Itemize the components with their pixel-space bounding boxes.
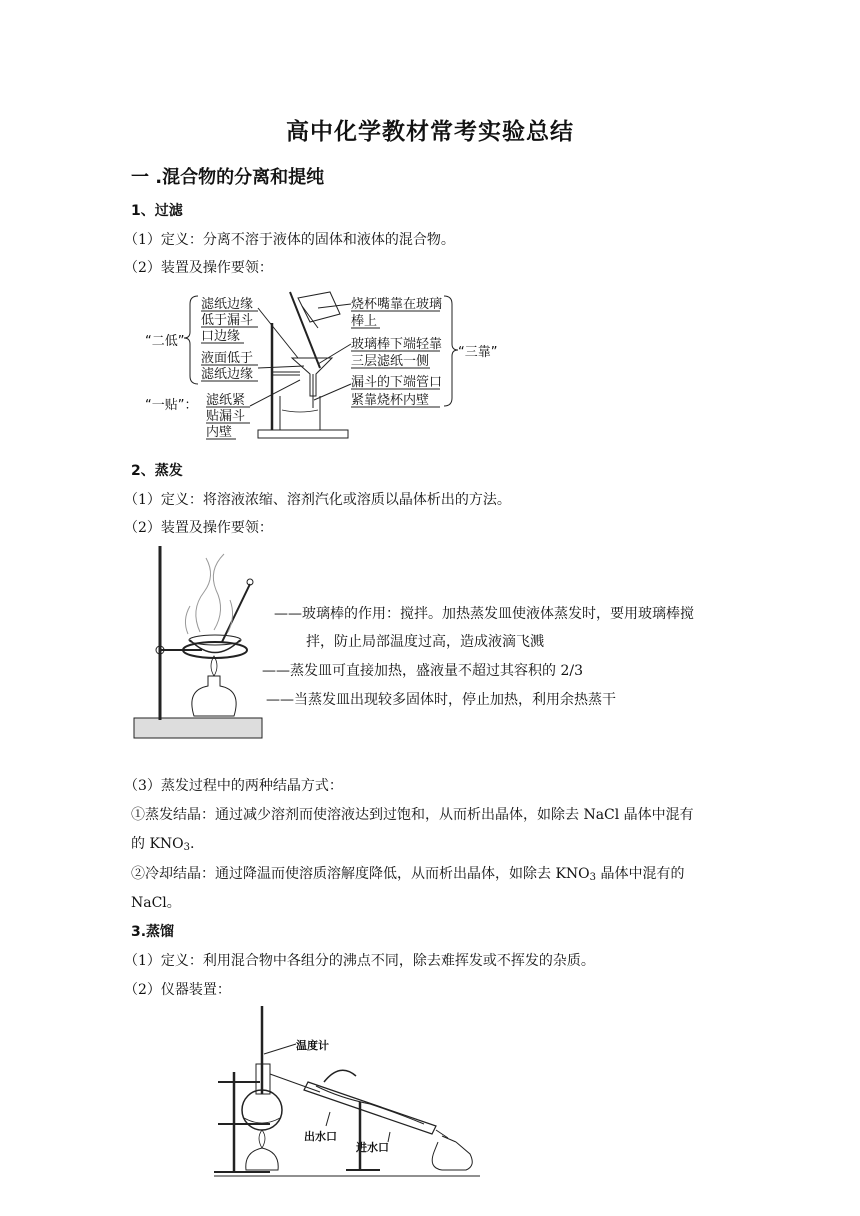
filtration-definition: （1）定义：分离不溶于液体的固体和液体的混合物。: [124, 232, 455, 248]
evaporation-apparatus-label: （2）装置及操作要领：: [124, 520, 273, 536]
right-label-1b: 棒上: [351, 314, 378, 329]
crystallization-heading: （3）蒸发过程中的两种结晶方式：: [124, 778, 343, 794]
left-label-3c: 内壁: [206, 425, 233, 440]
right-label-3a: 漏斗的下端管口: [351, 375, 443, 390]
right-label-2b: 三层滤纸一侧: [351, 354, 430, 369]
evaporation-note-rod-line1: ——玻璃棒的作用：搅拌。加热蒸发皿使液体蒸发时，要用玻璃棒搅: [274, 606, 694, 622]
filtration-apparatus-label: （2）装置及操作要领：: [124, 260, 273, 276]
right-label-3b: 紧靠烧杯内壁: [351, 393, 430, 408]
left-label-1c: 口边缘: [201, 329, 241, 344]
left-label-3a: 滤纸紧: [206, 393, 246, 408]
filtration-diagram: [140, 288, 520, 448]
right-label-1a: 烧杯嘴靠在玻璃: [351, 297, 443, 312]
evaporation-definition: （1）定义：将溶液浓缩、溶剂汽化或溶质以晶体析出的方法。: [124, 492, 511, 508]
yi-tie-label: “一贴”：: [145, 398, 198, 413]
left-label-1b: 低于漏斗: [201, 313, 254, 328]
left-label-2a: 液面低于: [201, 351, 254, 366]
crystallization-cooling-line2: NaCl。: [131, 895, 181, 911]
evaporation-diagram: [130, 540, 270, 745]
distillation-diagram: [210, 1002, 490, 1182]
crystallization-evaporative-line2: 的 $KNO_3$.: [131, 836, 195, 853]
crystallization-evaporative-line1: ①蒸发结晶：通过减少溶剂而使溶液达到过饱和，从而析出晶体，如除去 NaCl 晶体中混有: [131, 807, 694, 823]
evaporation-note-solid: ——当蒸发皿出现较多固体时，停止加热，利用余热蒸干: [266, 692, 616, 708]
water-in-label: 进水口: [356, 1141, 389, 1154]
crystallization-cooling-line1: ②冷却结晶：通过降温而使溶质溶解度降低，从而析出晶体，如除去 $KNO_3$ 晶体中混有的: [131, 866, 685, 883]
left-label-3b: 贴漏斗: [206, 409, 246, 424]
left-label-2b: 滤纸边缘: [201, 367, 254, 382]
section-heading-separation: 一 .混合物的分离和提纯: [131, 167, 325, 188]
san-kao-label: “三靠”: [458, 345, 498, 360]
page-title: 高中化学教材常考实验总结: [286, 119, 574, 145]
evaporation-heading: 2、蒸发: [131, 463, 183, 479]
distillation-apparatus-label: （2）仪器装置：: [124, 982, 231, 998]
distillation-definition: （1）定义：利用混合物中各组分的沸点不同，除去难挥发或不挥发的杂质。: [124, 953, 595, 969]
distillation-heading: 3.蒸馏: [131, 924, 175, 940]
evaporation-note-rod-line2: 拌，防止局部温度过高，造成液滴飞溅: [306, 634, 544, 650]
er-di-label: “二低”: [145, 334, 185, 349]
left-label-1a: 滤纸边缘: [201, 297, 254, 312]
evaporation-note-dish: ——蒸发皿可直接加热，盛液量不超过其容积的 2/3: [262, 663, 583, 679]
filtration-heading: 1、过滤: [131, 203, 183, 219]
thermometer-label: 温度计: [296, 1039, 329, 1052]
water-out-label: 出水口: [304, 1130, 337, 1143]
right-label-2a: 玻璃棒下端轻靠: [351, 337, 443, 352]
